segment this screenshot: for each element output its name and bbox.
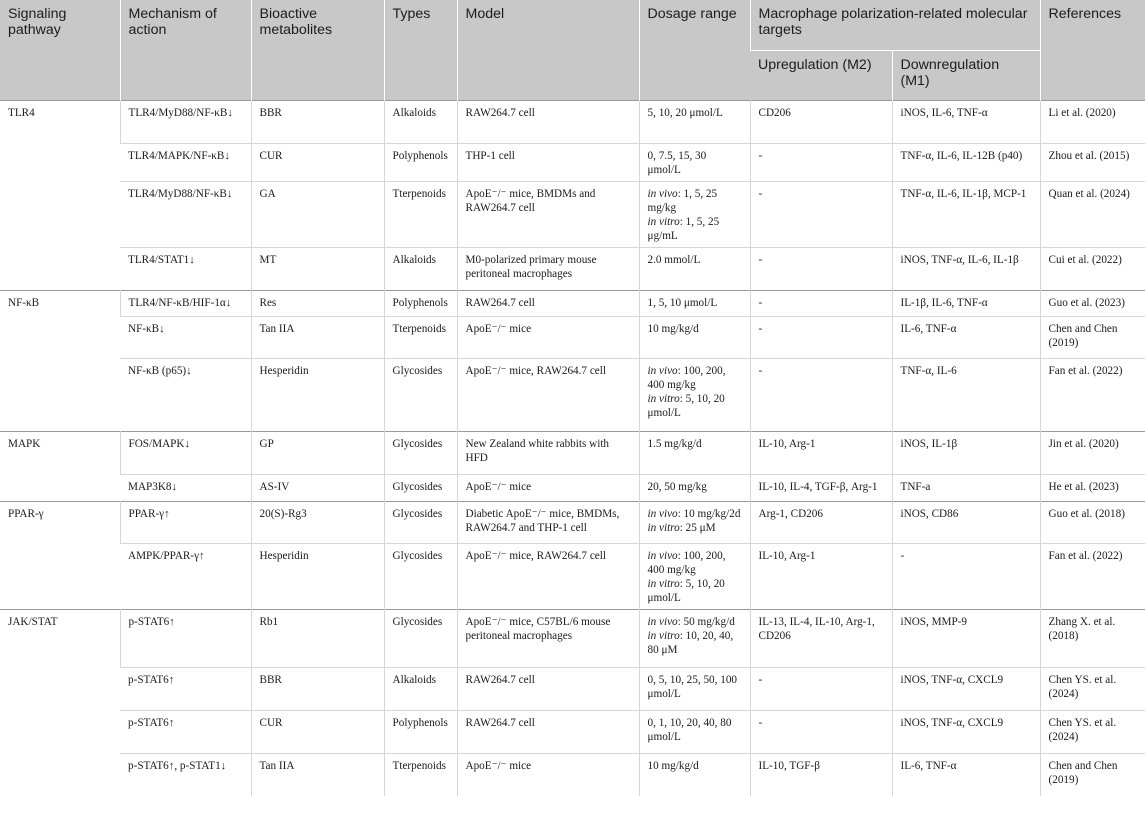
cell-type: Alkaloids [384, 247, 457, 290]
cell-downregulation: TNF-α, IL-6, IL-1β, MCP-1 [892, 181, 1040, 247]
cell-downregulation: - [892, 543, 1040, 609]
dosage-in-vivo-value: : 10 mg/kg/2d [677, 507, 741, 520]
cell-mechanism: TLR4/MyD88/NF-κB↓ [120, 100, 251, 143]
cell-reference[interactable]: Cui et al. (2022) [1040, 247, 1145, 290]
cell-downregulation: iNOS, MMP-9 [892, 609, 1040, 667]
table-row [0, 290, 1145, 316]
cell-metabolite: CUR [251, 710, 384, 753]
cell-mechanism: p-STAT6↑ [128, 673, 175, 686]
header-references: References [1040, 0, 1145, 100]
cell-dosage: 0, 5, 10, 25, 50, 100 μmol/L [639, 667, 750, 710]
cell-type: Tterpenoids [384, 316, 457, 358]
cell-dosage [639, 501, 750, 543]
cell-reference[interactable]: Jin et al. (2020) [1040, 431, 1145, 474]
cell-upregulation: - [750, 290, 892, 316]
dosage-in-vitro-value: : 1, 5, 25 μg/mL [647, 215, 720, 242]
cell-metabolite: Tan IIA [251, 753, 384, 796]
dosage-in-vivo-value: : 50 mg/kg/d [677, 615, 735, 628]
cell-signaling-pathway: PPAR-γ [8, 507, 44, 520]
cell-downregulation: TNF-α, IL-6, IL-12B (p40) [892, 143, 1040, 181]
cell-dosage: 0, 7.5, 15, 30 μmol/L [639, 143, 750, 181]
table-row [0, 143, 1145, 181]
cell-type: Polyphenols [384, 710, 457, 753]
cell-downregulation: iNOS, TNF-α, IL-6, IL-1β [892, 247, 1040, 290]
cell-metabolite: GA [251, 181, 384, 247]
cell-mechanism: TLR4/MyD88/NF-κB↓ [128, 187, 233, 200]
table-row [0, 100, 1145, 143]
cell-model: ApoE⁻/⁻ mice [457, 474, 639, 501]
cell-type: Glycosides [384, 358, 457, 431]
cell-model: ApoE⁻/⁻ mice [457, 316, 639, 358]
dosage-in-vivo-value: : 100, 200, 400 mg/kg [647, 549, 726, 576]
cell-downregulation: iNOS, TNF-α, CXCL9 [892, 667, 1040, 710]
table-row [0, 247, 1145, 290]
cell-upregulation: - [750, 143, 892, 181]
cell-downregulation: IL-6, TNF-α [892, 753, 1040, 796]
cell-downregulation: IL-1β, IL-6, TNF-α [892, 290, 1040, 316]
cell-downregulation: IL-6, TNF-α [892, 316, 1040, 358]
cell-reference[interactable]: Zhou et al. (2015) [1040, 143, 1145, 181]
cell-upregulation: IL-13, IL-4, IL-10, Arg-1, CD206 [750, 609, 892, 667]
cell-type: Glycosides [384, 501, 457, 543]
table-body [0, 100, 1145, 796]
cell-downregulation: iNOS, TNF-α, CXCL9 [892, 710, 1040, 753]
cell-metabolite: Res [251, 290, 384, 316]
cell-type: Glycosides [384, 474, 457, 501]
cell-dosage [639, 543, 750, 609]
cell-reference[interactable]: Chen YS. et al. (2024) [1040, 667, 1145, 710]
cell-mechanism: MAP3K8↓ [128, 480, 178, 493]
header-types: Types [384, 0, 457, 100]
cell-type: Alkaloids [384, 667, 457, 710]
cell-mechanism: AMPK/PPAR-γ↑ [128, 549, 205, 562]
cell-type: Glycosides [384, 609, 457, 667]
cell-signaling-pathway: TLR4 [8, 106, 35, 119]
table-row [0, 358, 1145, 431]
cell-model: RAW264.7 cell [457, 710, 639, 753]
header-mechanism: Mechanism of action [120, 0, 251, 100]
cell-upregulation: - [750, 710, 892, 753]
cell-type: Tterpenoids [384, 753, 457, 796]
cell-mechanism: PPAR-γ↑ [120, 501, 251, 543]
cell-mechanism: FOS/MAPK↓ [120, 431, 251, 474]
dosage-in-vivo-label: in vivo [647, 549, 678, 562]
cell-reference[interactable]: Li et al. (2020) [1040, 100, 1145, 143]
cell-type: Polyphenols [384, 143, 457, 181]
dosage-in-vitro-label: in vitro [647, 392, 680, 405]
cell-dosage [639, 358, 750, 431]
cell-reference[interactable]: Fan et al. (2022) [1040, 358, 1145, 431]
cell-downregulation: iNOS, CD86 [892, 501, 1040, 543]
cell-dosage: 0, 1, 10, 20, 40, 80 μmol/L [639, 710, 750, 753]
cell-reference[interactable]: He et al. (2023) [1040, 474, 1145, 501]
cell-upregulation: - [750, 316, 892, 358]
cell-mechanism: TLR4/MAPK/NF-κB↓ [128, 149, 230, 162]
cell-model: RAW264.7 cell [457, 667, 639, 710]
cell-downregulation: iNOS, IL-6, TNF-α [892, 100, 1040, 143]
cell-reference[interactable]: Guo et al. (2018) [1040, 501, 1145, 543]
cell-model: Diabetic ApoE⁻/⁻ mice, BMDMs, RAW264.7 and THP-1 cell [457, 501, 639, 543]
dosage-in-vivo-value: : 1, 5, 25 mg/kg [647, 187, 718, 214]
header-targets: Macrophage polarization-related molecular targets [750, 0, 1040, 50]
cell-mechanism: NF-κB (p65)↓ [128, 364, 192, 377]
cell-reference[interactable]: Guo et al. (2023) [1040, 290, 1145, 316]
cell-metabolite: Tan IIA [251, 316, 384, 358]
cell-signaling-pathway: MAPK [8, 437, 41, 450]
cell-metabolite: Rb1 [251, 609, 384, 667]
dosage-in-vitro-value: : 5, 10, 20 μmol/L [647, 577, 725, 604]
cell-metabolite: Hesperidin [251, 543, 384, 609]
dosage-in-vivo-value: : 100, 200, 400 mg/kg [647, 364, 726, 391]
cell-dosage: 5, 10, 20 μmol/L [639, 100, 750, 143]
cell-model: THP-1 cell [457, 143, 639, 181]
dosage-in-vivo-label: in vivo [647, 364, 678, 377]
cell-upregulation: - [750, 358, 892, 431]
cell-signaling-pathway: JAK/STAT [8, 615, 58, 628]
cell-metabolite: BBR [251, 667, 384, 710]
cell-model: ApoE⁻/⁻ mice, C57BL/6 mouse peritoneal macrophages [457, 609, 639, 667]
cell-upregulation: Arg-1, CD206 [750, 501, 892, 543]
cell-model: M0-polarized primary mouse peritoneal macrophages [457, 247, 639, 290]
cell-dosage [639, 181, 750, 247]
cell-dosage: 20, 50 mg/kg [639, 474, 750, 501]
cell-model: RAW264.7 cell [457, 100, 639, 143]
cell-metabolite: BBR [251, 100, 384, 143]
header-signaling-pathway: Signaling pathway [0, 0, 120, 100]
header-upregulation: Upregulation (M2) [750, 50, 892, 100]
header-dosage: Dosage range [639, 0, 750, 100]
cell-mechanism: p-STAT6↑, p-STAT1↓ [128, 759, 227, 772]
cell-downregulation: iNOS, IL-1β [892, 431, 1040, 474]
cell-model: New Zealand white rabbits with HFD [457, 431, 639, 474]
cell-model: ApoE⁻/⁻ mice [457, 753, 639, 796]
table-row [0, 474, 1145, 501]
cell-downregulation: TNF-α, IL-6 [892, 358, 1040, 431]
cell-mechanism: p-STAT6↑ [120, 609, 251, 667]
cell-dosage: 10 mg/kg/d [639, 316, 750, 358]
cell-upregulation: IL-10, TGF-β [750, 753, 892, 796]
cell-model: ApoE⁻/⁻ mice, RAW264.7 cell [457, 358, 639, 431]
cell-reference[interactable]: Zhang X. et al. (2018) [1040, 609, 1145, 667]
cell-upregulation: - [750, 247, 892, 290]
cell-mechanism: TLR4/NF-κB/HIF-1α↓ [120, 290, 251, 316]
dosage-in-vitro-value: : 5, 10, 20 μmol/L [647, 392, 725, 419]
table-row [0, 431, 1145, 474]
cell-metabolite: GP [251, 431, 384, 474]
header-model: Model [457, 0, 639, 100]
cell-metabolite: AS-IV [251, 474, 384, 501]
cell-type: Alkaloids [384, 100, 457, 143]
cell-dosage: 2.0 mmol/L [639, 247, 750, 290]
cell-dosage: 10 mg/kg/d [639, 753, 750, 796]
cell-reference[interactable]: Fan et al. (2022) [1040, 543, 1145, 609]
dosage-in-vivo-label: in vivo [647, 507, 678, 520]
dosage-in-vivo-label: in vivo [647, 615, 678, 628]
cell-metabolite: Hesperidin [251, 358, 384, 431]
cell-reference[interactable]: Chen and Chen (2019) [1040, 316, 1145, 358]
dosage-in-vivo-label: in vivo [647, 187, 678, 200]
table-row [0, 710, 1145, 753]
cell-reference[interactable]: Chen and Chen (2019) [1040, 753, 1145, 796]
cell-upregulation: - [750, 181, 892, 247]
table-row [0, 501, 1145, 543]
cell-dosage: 1, 5, 10 μmol/L [639, 290, 750, 316]
cell-upregulation: IL-10, Arg-1 [750, 431, 892, 474]
cell-upregulation: IL-10, Arg-1 [750, 543, 892, 609]
cell-type: Polyphenols [384, 290, 457, 316]
cell-reference[interactable]: Chen YS. et al. (2024) [1040, 710, 1145, 753]
cell-mechanism: p-STAT6↑ [128, 716, 175, 729]
cell-model: RAW264.7 cell [457, 290, 639, 316]
cell-downregulation: TNF-a [892, 474, 1040, 501]
dosage-in-vitro-label: in vitro [647, 521, 680, 534]
cell-type: Glycosides [384, 543, 457, 609]
dosage-in-vitro-label: in vitro [647, 215, 680, 228]
dosage-in-vitro-value: : 10, 20, 40, 80 μM [647, 629, 734, 656]
cell-upregulation: - [750, 667, 892, 710]
dosage-in-vitro-label: in vitro [647, 577, 680, 590]
table-row [0, 543, 1145, 609]
header-metabolites: Bioactive metabolites [251, 0, 384, 100]
cell-model: ApoE⁻/⁻ mice, RAW264.7 cell [457, 543, 639, 609]
cell-type: Tterpenoids [384, 181, 457, 247]
dosage-in-vitro-value: : 25 μM [679, 521, 716, 534]
table-row [0, 316, 1145, 358]
cell-mechanism: NF-κB↓ [128, 322, 165, 335]
table-row [0, 667, 1145, 710]
cell-upregulation: IL-10, IL-4, TGF-β, Arg-1 [750, 474, 892, 501]
header-downregulation: Downregulation (M1) [892, 50, 1040, 100]
table-row [0, 753, 1145, 796]
cell-dosage [639, 609, 750, 667]
cell-reference[interactable]: Quan et al. (2024) [1040, 181, 1145, 247]
cell-mechanism: TLR4/STAT1↓ [128, 253, 195, 266]
cell-metabolite: CUR [251, 143, 384, 181]
cell-type: Glycosides [384, 431, 457, 474]
table-row [0, 609, 1145, 667]
dosage-in-vitro-label: in vitro [647, 629, 680, 642]
cell-metabolite: 20(S)-Rg3 [251, 501, 384, 543]
cell-dosage: 1.5 mg/kg/d [639, 431, 750, 474]
cell-model: ApoE⁻/⁻ mice, BMDMs and RAW264.7 cell [457, 181, 639, 247]
cell-metabolite: MT [251, 247, 384, 290]
cell-signaling-pathway: NF-κB [8, 296, 40, 309]
cell-upregulation: CD206 [750, 100, 892, 143]
table-row [0, 181, 1145, 247]
